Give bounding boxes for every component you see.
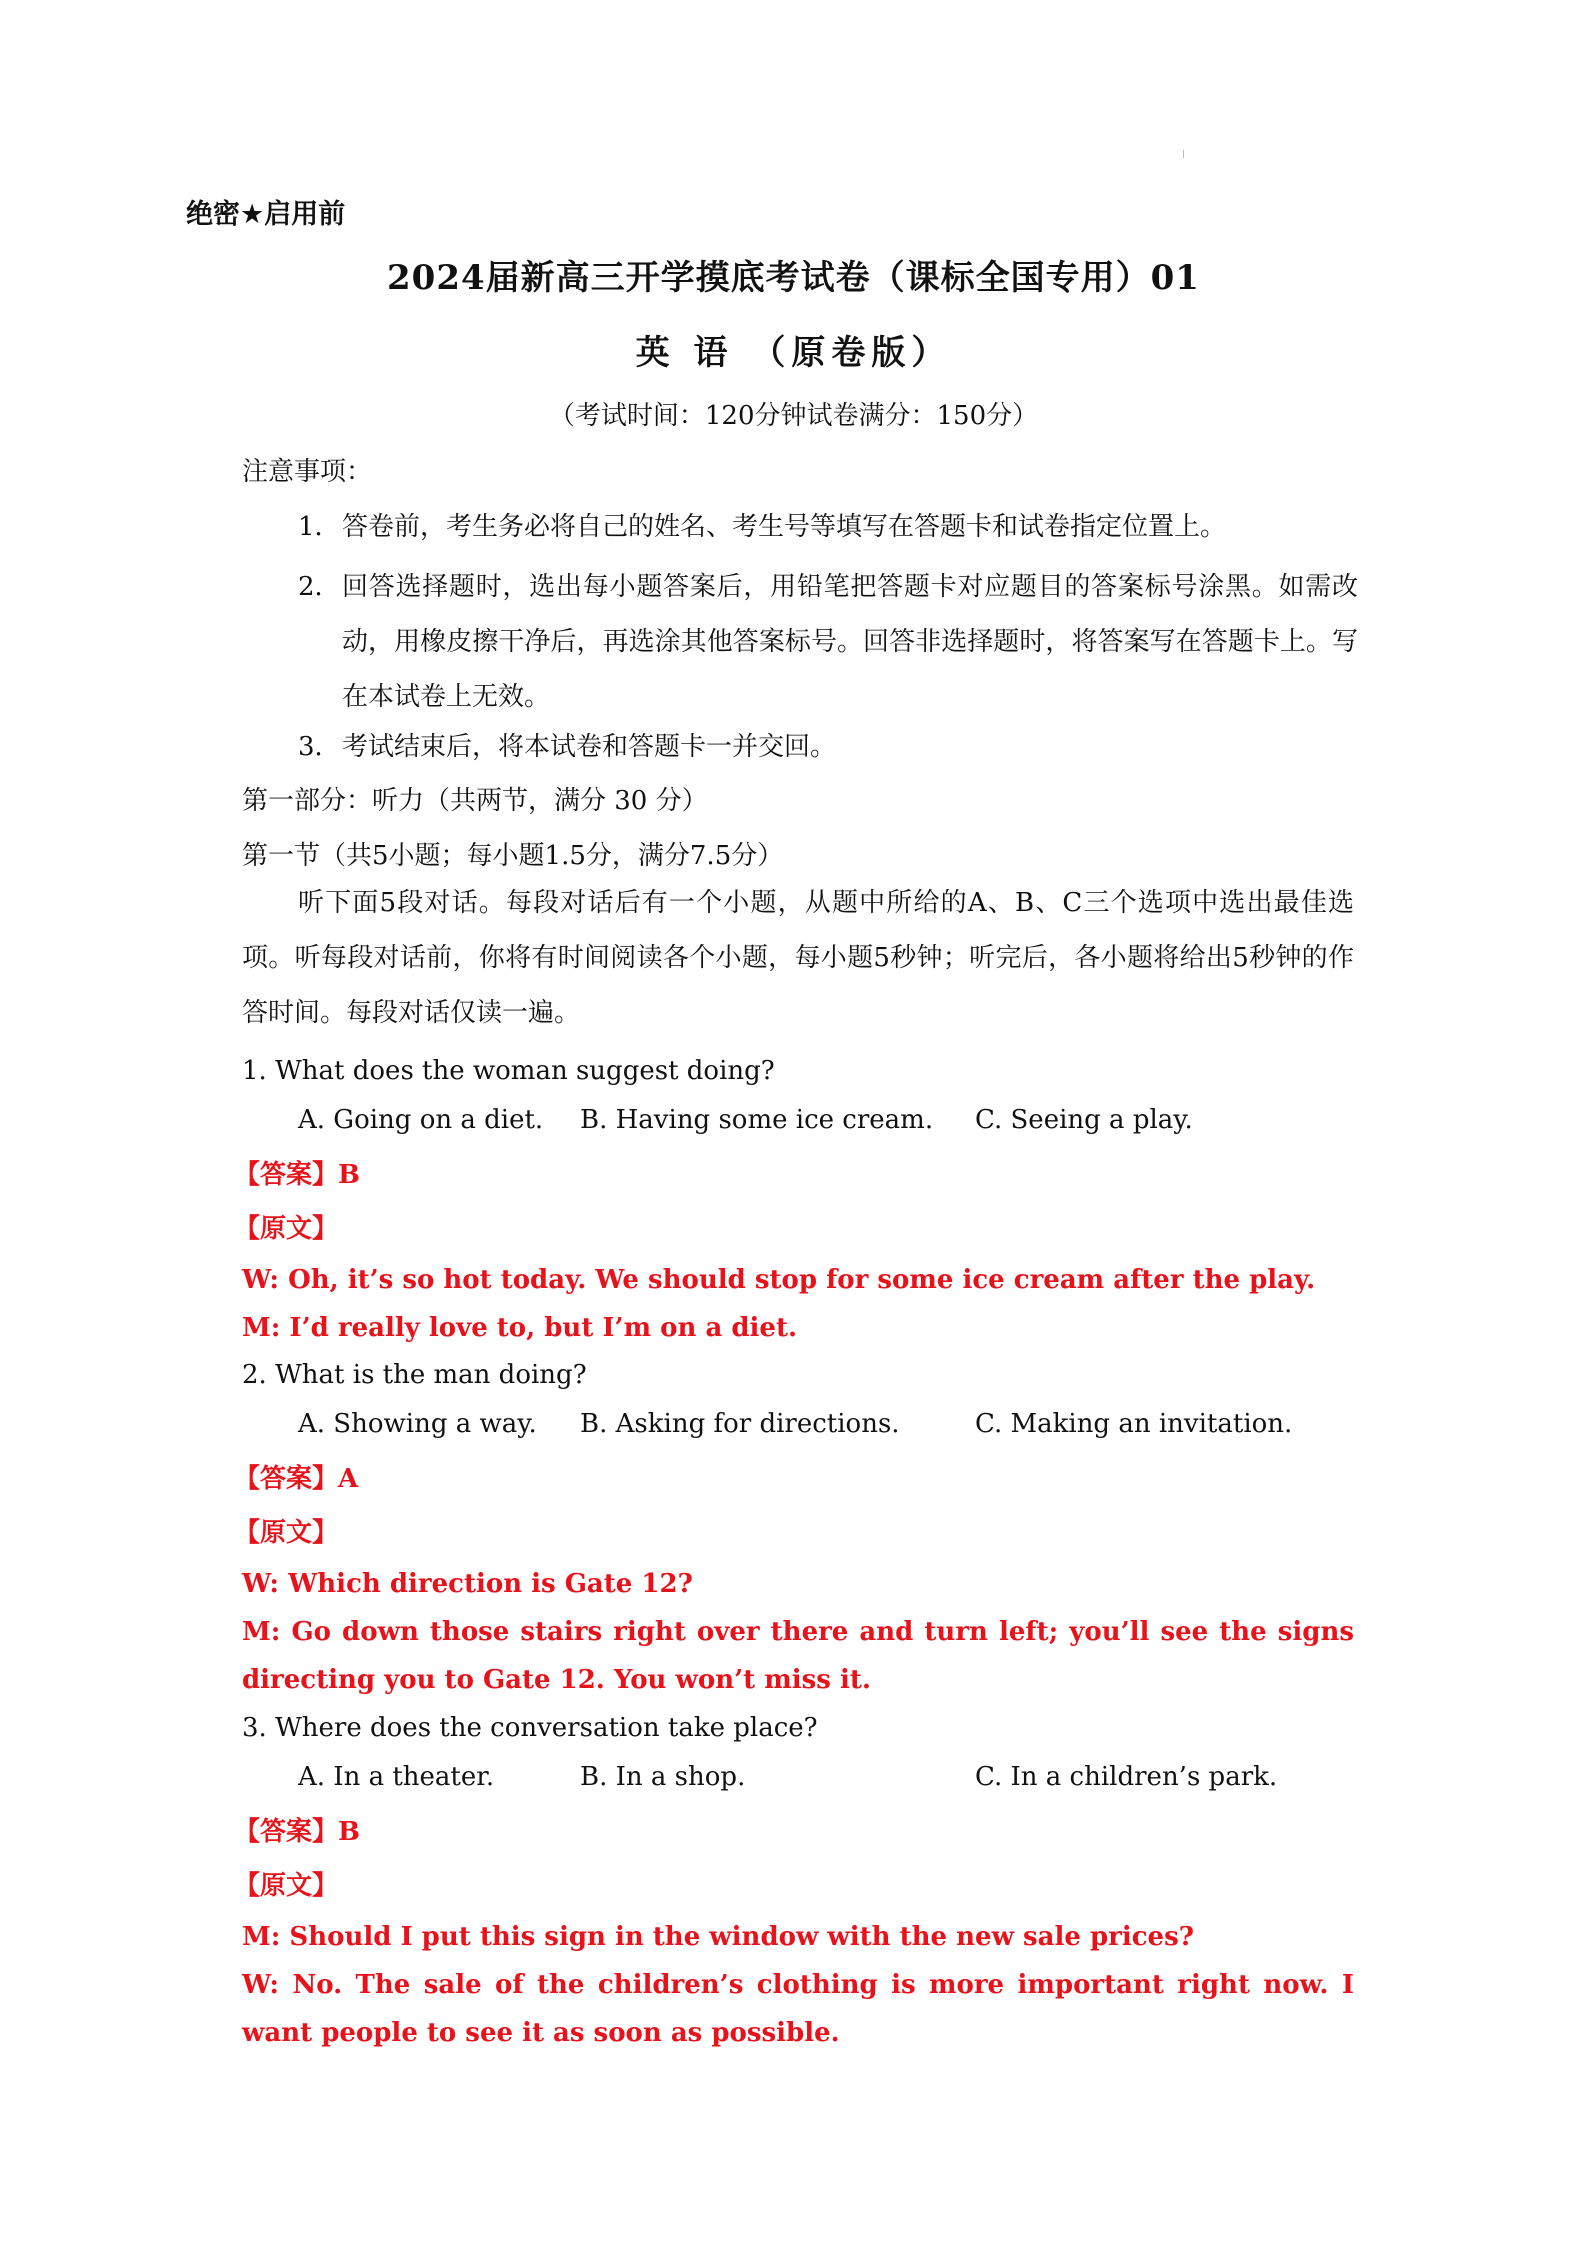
transcript-line: W: No. The sale of the children’s clothing is more important right now. I want people to see it as soon as possible. xyxy=(242,1970,1354,2048)
transcript-line: W: Which direction is Gate 12? xyxy=(242,1569,693,1599)
secret-mark: 绝密★启用前 xyxy=(186,199,346,230)
exam-title: 2024届新高三开学摸底考试卷（课标全国专用）01 xyxy=(387,258,1200,298)
answer-value: B xyxy=(338,1160,360,1190)
answer-label: 【答案】 xyxy=(234,1160,339,1190)
answer-line-3 xyxy=(234,1811,360,1848)
notice-item-2 xyxy=(298,560,1358,725)
question-2: 2. What is the man doing? xyxy=(242,1360,587,1390)
notice-item-text: 答卷前，考生务必将自己的姓名、考生号等填写在答题卡和试卷指定位置上。 xyxy=(342,512,1227,542)
transcript-label-3: 【原文】 xyxy=(234,1871,339,1901)
part1-heading: 第一部分：听力（共两节，满分 30 分） xyxy=(242,786,708,816)
section1-heading: 第一节（共5小题；每小题1.5分，满分7.5分） xyxy=(242,841,784,871)
option-b: B. Having some ice cream. xyxy=(580,1105,934,1135)
notice-item-number: 3． xyxy=(298,732,341,762)
notice-item-number: 2． xyxy=(298,572,341,602)
option-a: A. Showing a way. xyxy=(298,1409,537,1439)
notice-item-1 xyxy=(298,506,1226,543)
question-1: 1. What does the woman suggest doing? xyxy=(242,1056,775,1086)
exam-subtitle: 英 语 （原卷版） xyxy=(635,333,952,373)
scan-mark xyxy=(1183,150,1184,158)
answer-value: A xyxy=(338,1464,359,1494)
option-c: C. Seeing a play. xyxy=(975,1105,1193,1135)
answer-line-1 xyxy=(234,1154,360,1191)
transcript-label-1: 【原文】 xyxy=(234,1214,339,1244)
option-c: C. In a children’s park. xyxy=(975,1762,1278,1792)
transcript-label-2: 【原文】 xyxy=(234,1518,339,1548)
option-b: B. Asking for directions. xyxy=(580,1409,900,1439)
notice-item-text: 回答选择题时，选出每小题答案后，用铅笔把答题卡对应题目的答案标号涂黑。如需改动，用橡皮擦干净后，再选涂其他答案标号。回答非选择题时，将答案写在答题卡上。写在本试卷上无效。 xyxy=(342,572,1358,712)
answer-line-2 xyxy=(234,1458,358,1495)
option-a: A. In a theater. xyxy=(298,1762,495,1792)
listening-instructions: 听下面5段对话。每段对话后有一个小题，从题中所给的A、B、C三个选项中选出最佳选项。听每段对话前，你将有时间阅读各个小题，每小题5秒钟；听完后，各小题将给出5秒钟的作答时间。每段对话仅读一遍。 xyxy=(242,888,1354,1028)
transcript-line: W: Oh, it’s so hot today. We should stop for some ice cream after the play. xyxy=(242,1265,1316,1295)
answer-label: 【答案】 xyxy=(234,1464,339,1494)
option-b: B. In a shop. xyxy=(580,1762,746,1792)
answer-label: 【答案】 xyxy=(234,1817,339,1847)
time-info: （考试时间：120分钟试卷满分：150分） xyxy=(548,401,1039,431)
question-3: 3. Where does the conversation take place? xyxy=(242,1713,818,1743)
notice-item-text: 考试结束后，将本试卷和答题卡一并交回。 xyxy=(342,732,837,762)
answer-value: B xyxy=(338,1817,360,1847)
notice-item-number: 1． xyxy=(298,512,341,542)
option-c: C. Making an invitation. xyxy=(975,1409,1293,1439)
transcript-line: M: Go down those stairs right over there and turn left; you’ll see the signs directing you to Gate 12. You won’t miss it. xyxy=(242,1617,1354,1695)
transcript-line: M: I’d really love to, but I’m on a diet. xyxy=(242,1313,798,1343)
notice-item-3 xyxy=(298,726,836,763)
transcript-line: M: Should I put this sign in the window with the new sale prices? xyxy=(242,1922,1194,1952)
notice-label: 注意事项： xyxy=(242,457,373,487)
option-a: A. Going on a diet. xyxy=(298,1105,544,1135)
